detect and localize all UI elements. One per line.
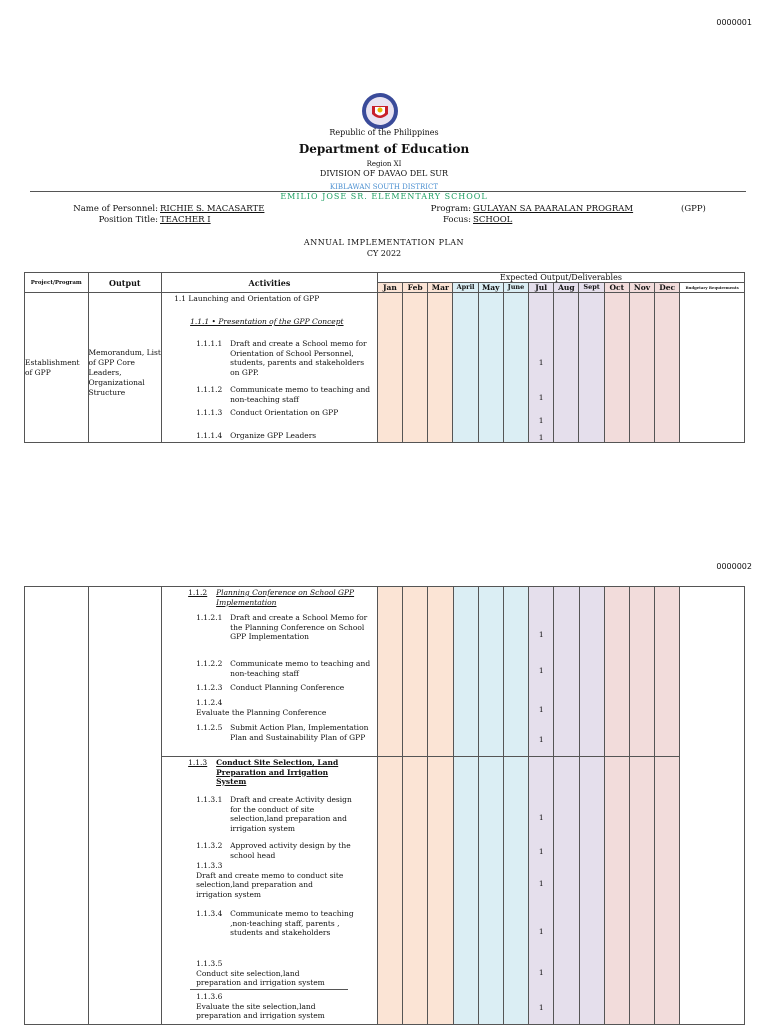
activity-item: 1.1.3.4 Communicate memo to teaching ,non-teaching staff, parents , students and stakeholders [196,909,354,937]
activities-cell-planning [162,587,378,757]
personnel-label: Name of Personnel: [73,204,158,214]
activity-item: 1.1.3.5Conduct site selection,land preparation and irrigation system [196,959,325,987]
month-feb: Feb [403,283,428,293]
project-cell: Establishment of GPP [25,293,89,443]
department-title: Department of Education [298,142,470,156]
focus-label: Focus: [442,215,471,225]
implementation-table-2 [24,586,745,1025]
header-project: Project/Program [25,273,89,293]
activity-divider [190,989,348,990]
jul-value: 1 [538,630,544,639]
page-number-2: 0000002 [716,562,752,571]
month-jan: Jan [377,283,402,293]
header-budget: Budgetary Requirements [680,283,745,293]
focus-value: SCHOOL [473,215,513,225]
month-mar: Mar [428,283,453,293]
month-sept: Sept [579,283,604,293]
activities-cell-site [162,757,378,1025]
jul-value: 1 [538,358,544,367]
division-line: DIVISION OF DAVAO DEL SUR [319,169,449,178]
jul-value: 1 [538,666,544,675]
plan-title: ANNUAL IMPLEMENTATION PLAN [303,238,465,247]
activity-item: 1.1.2.5 Submit Action Plan, Implementation Plan and Sustainability Plan of GPP [196,723,369,742]
activity-item: 1.1.2.2 Communicate memo to teaching and non-teaching staff [196,659,371,678]
jul-value: 1 [538,735,544,744]
position-value: TEACHER I [160,215,211,225]
jul-value: 1 [538,416,544,425]
month-aug: Aug [554,283,579,293]
program-value: GULAYAN SA PAARALAN PROGRAM [473,204,634,214]
activity-item: 1.1.3.3Draft and create memo to conduct site selection,land preparation and irrigation system [196,861,344,899]
school-name: EMILIO JOSE SR. ELEMENTARY SCHOOL [280,192,488,201]
jul-value: 1 [538,813,544,822]
activity-item: 1.1.3.2 Approved activity design by the school head [196,841,351,860]
activity-launch: 1.1 Launching and Orientation of GPP [174,294,320,303]
month-april: April [453,283,478,293]
output-cell: Memorandum, List of GPP Core Leaders, Organizational Structure [88,293,162,443]
activity-item: 1.1.3.1 Draft and create Activity design for the conduct of site selection,land preparation and irrigation system [196,795,352,833]
program-label: Program: [430,204,471,214]
month-may: May [478,283,503,293]
header-expected: Expected Output/Deliverables [377,273,744,283]
jul-value: 1 [538,705,544,714]
activity-item: 1.1.2.1 Draft and create a School Memo for the Planning Conference on School GPP Implementation [196,613,368,641]
jul-column [529,587,554,757]
jul-value: 1 [538,1003,544,1012]
activity-subheading: 1.1.2 Planning Conference on School GPP Implementation [188,588,355,607]
page-number-1: 0000001 [716,18,752,27]
activity-subheading: 1.1.3 Conduct Site Selection, Land Preparation and Irrigation System [188,758,339,786]
jul-column [529,757,554,1025]
activity-item: 1.1.1.3 Conduct Orientation on GPP [196,408,339,417]
activity-item: 1.1.1.2 Communicate memo to teaching and non-teaching staff [196,385,371,404]
jul-value: 1 [538,879,544,888]
program-abbrev: (GPP) [681,204,706,214]
month-jul: Jul [529,283,554,293]
activity-item: 1.1.1.1 Draft and create a School memo for Orientation of School Personnel, students, parents and stakeholders on GPP. [196,339,367,377]
activity-item: 1.1.1.4 Organize GPP Leaders [196,431,317,440]
implementation-table-1 [24,272,745,443]
jul-value: 1 [538,433,544,442]
header-output: Output [88,273,162,293]
jul-value: 1 [538,393,544,402]
month-june: June [503,283,528,293]
deped-seal-icon [358,92,402,130]
activity-item: 1.1.2.3 Conduct Planning Conference [196,683,345,692]
jul-value: 1 [538,968,544,977]
activity-item: 1.1.3.6Evaluate the site selection,land preparation and irrigation system [196,992,325,1020]
header-activities: Activities [162,273,378,293]
plan-year: CY 2022 [366,249,402,258]
republic-line: Republic of the Philippines [329,128,439,137]
activity-item: 1.1.2.4Evaluate the Planning Conference [196,698,327,717]
activities-cell [162,293,378,443]
jul-value: 1 [538,927,544,936]
region-line: Region XI [366,160,402,168]
month-dec: Dec [655,283,680,293]
position-label: Position Title: [98,215,158,225]
district-line: KIBLAWAN SOUTH DISTRICT [329,183,439,191]
jul-value: 1 [538,847,544,856]
activity-subheading: 1.1.1 • Presentation of the GPP Concept [190,317,344,326]
personnel-value: RICHIE S. MACASARTE [160,204,265,214]
month-nov: Nov [629,283,654,293]
month-oct: Oct [604,283,629,293]
jul-column [529,293,554,443]
